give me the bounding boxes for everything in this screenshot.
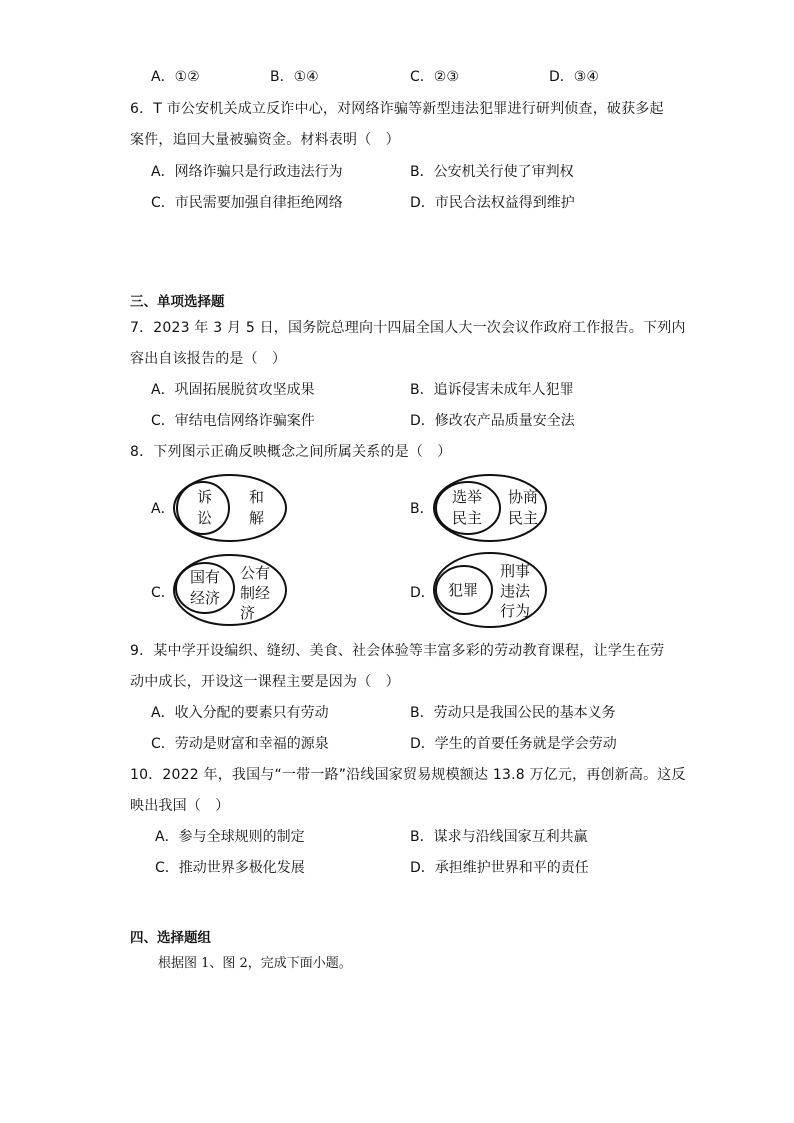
q6-stem-line1: 6．T 市公安机关成立反诈中心，对网络诈骗等新型违法犯罪进行研判侦查，破获多起 [130,101,664,117]
inner-label: 诉 [197,488,213,506]
inner-label: 民主 [452,509,483,527]
q8-diagram-b [430,472,550,544]
q6-option-d[interactable]: D．市民合法权益得到维护 [410,195,575,211]
q10-option-c[interactable]: C．推动世界多极化发展 [155,860,305,876]
q5-option-b[interactable]: B．①④ [270,69,319,85]
outer-label: 违法 [500,582,531,600]
q10-option-b[interactable]: B．谋求与沿线国家互利共赢 [410,829,588,845]
section-heading-single-choice: 三、单项选择题 [130,294,225,310]
q8-diagram-c [170,552,290,628]
inner-label: 选举 [452,488,483,506]
q9-stem-line2: 动中成长，开设这一课程主要是因为（ ） [130,674,400,690]
q7-option-c[interactable]: C．审结电信网络诈骗案件 [151,413,315,429]
group-instruction: 根据图 1、图 2，完成下面小题。 [158,956,352,971]
outer-label: 和 [249,488,265,506]
q5-option-c[interactable]: C．②③ [410,69,459,85]
q9-stem-line1: 9．某中学开设编织、缝纫、美食、社会体验等丰富多彩的劳动教育课程，让学生在劳 [130,643,665,659]
inner-label: 犯罪 [448,581,479,599]
q5-option-d[interactable]: D．③④ [549,69,599,85]
outer-label: 解 [249,509,265,527]
outer-label: 民主 [508,509,539,527]
q8-option-b-label[interactable]: B． [410,501,434,517]
outer-label: 行为 [500,602,531,620]
q8-diagram-d [430,550,550,630]
q7-option-b[interactable]: B．追诉侵害未成年人犯罪 [410,382,574,398]
q8-option-d-label[interactable]: D． [410,585,435,601]
q5-option-a[interactable]: A．①② [151,69,200,85]
q6-option-a[interactable]: A．网络诈骗只是行政违法行为 [151,164,343,180]
q7-option-a[interactable]: A．巩固拓展脱贫攻坚成果 [151,382,315,398]
inner-label: 讼 [197,509,213,527]
q9-option-d[interactable]: D．学生的首要任务就是学会劳动 [410,736,617,752]
q8-diagram-a [170,472,290,544]
inner-label: 经济 [190,589,221,607]
inner-label: 国有 [190,568,221,586]
q10-option-a[interactable]: A．参与全球规则的制定 [155,829,305,845]
q8-option-a-label[interactable]: A． [151,501,175,517]
q7-stem-line1: 7．2023 年 3 月 5 日，国务院总理向十四届全国人大一次会议作政府工作报告。下列内 [130,320,686,336]
q10-stem-line1: 10．2022 年，我国与“一带一路”沿线国家贸易规模额达 13.8 万亿元，再创新高。这反 [130,767,686,783]
q6-option-b[interactable]: B．公安机关行使了审判权 [410,164,574,180]
q9-option-a[interactable]: A．收入分配的要素只有劳动 [151,705,329,721]
q10-stem-line2: 映出我国（ ） [130,798,230,814]
outer-label: 刑事 [500,562,531,580]
q8-option-c-label[interactable]: C． [151,585,175,601]
outer-label: 济 [240,604,256,622]
outer-label: 协商 [508,488,539,506]
outer-label: 公有 [240,564,271,582]
section-heading-choice-group: 四、选择题组 [130,930,211,946]
q7-option-d[interactable]: D．修改农产品质量安全法 [410,413,575,429]
q7-stem-line2: 容出自该报告的是（ ） [130,351,287,367]
q6-option-c[interactable]: C．市民需要加强自律拒绝网络 [151,195,343,211]
q8-stem: 8．下列图示正确反映概念之间所属关系的是（ ） [130,444,452,460]
q10-option-d[interactable]: D．承担维护世界和平的责任 [410,860,589,876]
q9-option-c[interactable]: C．劳动是财富和幸福的源泉 [151,736,329,752]
outer-label: 制经 [240,584,271,602]
q9-option-b[interactable]: B．劳动只是我国公民的基本义务 [410,705,616,721]
q6-stem-line2: 案件，追回大量被骗资金。材料表明（ ） [130,132,400,148]
